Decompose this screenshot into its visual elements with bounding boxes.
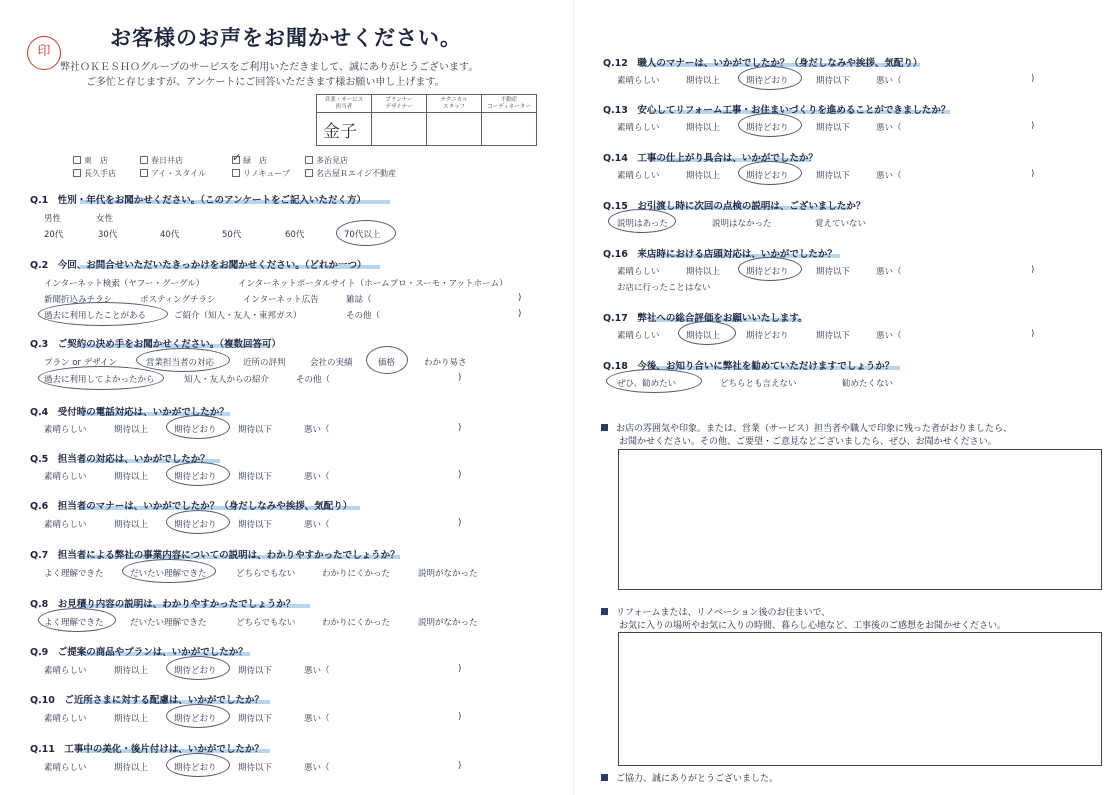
- q1-option-40s[interactable]: 40代: [160, 230, 180, 240]
- square-bullet-icon: [601, 424, 608, 431]
- q12-option-1[interactable]: 素晴らしい: [617, 76, 660, 86]
- staff-value-sales[interactable]: 金子: [317, 113, 372, 146]
- q2-option-posting[interactable]: ポスティングチラシ: [140, 295, 216, 305]
- q2-option-referral[interactable]: ご紹介（知人・友人・東邦ガス）: [174, 311, 302, 321]
- question-5: Q.5 担当者の対応は、いかがでしたか？: [30, 454, 210, 465]
- q10-paren-close: ): [458, 712, 462, 722]
- q9-paren-close: ): [458, 664, 462, 674]
- q6-option-4[interactable]: 期待以下: [238, 520, 273, 530]
- selection-circle: [606, 369, 702, 393]
- q18-option-1[interactable]: ぜひ、勧めたい: [617, 379, 677, 389]
- question-4: Q.4 受付時の電話対応は、いかがでしたか？: [30, 407, 229, 418]
- staff-table: [316, 94, 537, 146]
- intro-line-1: 弊社ＯＫＥＳＨＯグループのサービスをご利用いただきまして、誠にありがとうございます。: [60, 62, 479, 73]
- checkbox-icon: [232, 169, 240, 177]
- q3-option-friend[interactable]: 知人・友人からの紹介: [184, 375, 270, 385]
- intro-line-2: ご多忙と存じますが、アンケートにご回答いただきます様お願い申し上げます。: [86, 77, 445, 88]
- comment-1-prompt-line-1: お店の雰囲気や印象。または、営業（サービス）担当者や職人で印象に残った者がおりましたら、: [601, 421, 1012, 434]
- q14-option-1[interactable]: 素晴らしい: [617, 171, 660, 181]
- q9-option-3[interactable]: 期待どおり: [174, 666, 217, 676]
- q6-paren-close: ): [458, 518, 462, 528]
- q2-option-other[interactable]: その他（: [346, 311, 381, 321]
- q18-option-2[interactable]: どちらとも言えない: [720, 379, 797, 389]
- q16-option-3[interactable]: 期待どおり: [746, 267, 789, 277]
- staff-header-realestate: 不動産 コーディネーター: [482, 95, 537, 113]
- q2-option-web-ad[interactable]: インターネット広告: [243, 295, 319, 305]
- q2-paren-close-2: ): [518, 309, 522, 319]
- q14-option-5[interactable]: 悪い（: [876, 171, 902, 181]
- q12-option-3[interactable]: 期待どおり: [746, 76, 789, 86]
- q4-option-4[interactable]: 期待以下: [238, 425, 273, 435]
- question-14: Q.14 工事の仕上がり具合は、いかがでしたか？: [603, 153, 818, 164]
- question-6: Q.6 担当者のマナーは、いかがでしたか？（身だしなみや挨拶、気配り）: [30, 501, 353, 512]
- q1-option-50s[interactable]: 50代: [222, 230, 242, 240]
- q7-option-3[interactable]: どちらでもない: [236, 569, 296, 579]
- q3-option-price[interactable]: 価格: [378, 358, 396, 368]
- question-1: Q.1 性別・年代をお聞かせください。（このアンケートをご記入いただく方）: [30, 195, 366, 206]
- selection-circle: [166, 704, 230, 728]
- selection-circle: [678, 321, 736, 345]
- selection-circle: [136, 348, 230, 372]
- question-2: Q.2 今回、お問合せいただいたきっかけをお聞かせください。（どれか一つ）: [30, 260, 367, 271]
- q16-option-2[interactable]: 期待以上: [686, 267, 721, 277]
- q4-option-3[interactable]: 期待どおり: [174, 425, 217, 435]
- q1-option-20s[interactable]: 20代: [44, 230, 64, 240]
- q8-option-4[interactable]: わかりにくかった: [322, 618, 391, 628]
- q2-option-search[interactable]: インターネット検索（ヤフー・グーグル）: [44, 279, 205, 289]
- q17-option-2[interactable]: 期待以上: [686, 331, 721, 341]
- q13-option-2[interactable]: 期待以上: [686, 123, 721, 133]
- q5-paren-close: ): [458, 470, 462, 480]
- question-12: Q.12 職人のマナーは、いかがでしたか？（身だしなみや挨拶、気配り）: [603, 58, 923, 69]
- square-bullet-icon: [601, 608, 608, 615]
- q13-option-3[interactable]: 期待どおり: [746, 123, 789, 133]
- staff-header-planner: プランナー デザイナー: [372, 95, 427, 113]
- q2-option-magazine[interactable]: 雑誌（: [346, 295, 372, 305]
- q14-option-4[interactable]: 期待以下: [816, 171, 851, 181]
- checkbox-icon: [305, 169, 313, 177]
- q3-option-plan[interactable]: プラン or デザイン: [44, 358, 118, 368]
- q6-option-2[interactable]: 期待以上: [114, 520, 149, 530]
- q10-option-4[interactable]: 期待以下: [238, 714, 273, 724]
- q17-option-4[interactable]: 期待以下: [816, 331, 851, 341]
- q16-option-4[interactable]: 期待以下: [816, 267, 851, 277]
- q11-option-5[interactable]: 悪い（: [304, 763, 330, 773]
- selection-circle: [38, 608, 116, 632]
- question-3: Q.3 ご契約の決め手をお聞かせください。（複数回答可）: [30, 339, 282, 350]
- q12-option-5[interactable]: 悪い（: [876, 76, 902, 86]
- q8-option-5[interactable]: 説明がなかった: [418, 618, 478, 628]
- q8-option-3[interactable]: どちらでもない: [236, 618, 296, 628]
- q9-option-2[interactable]: 期待以上: [114, 666, 149, 676]
- selection-circle: [608, 209, 676, 233]
- staff-value-technical[interactable]: [427, 113, 482, 146]
- store-checkbox-renocube[interactable]: リノキューブ: [232, 168, 290, 179]
- q12-option-2[interactable]: 期待以上: [686, 76, 721, 86]
- q15-option-3[interactable]: 覚えていない: [815, 219, 867, 229]
- staff-header-technical: テクニカル スタッフ: [427, 95, 482, 113]
- q17-paren-close: ): [1031, 329, 1035, 339]
- q8-option-1[interactable]: よく理解できた: [44, 618, 104, 628]
- q4-paren-close: ): [458, 423, 462, 433]
- question-16: Q.16 来店時における店頭対応は、いかがでしたか？: [603, 249, 837, 260]
- q16-paren-close: ): [1031, 265, 1035, 275]
- checkbox-icon: [305, 156, 313, 164]
- selection-circle: [366, 346, 408, 374]
- checkbox-icon: [140, 169, 148, 177]
- selection-circle: [166, 753, 230, 777]
- q1-option-70s-plus[interactable]: 70代以上: [344, 230, 381, 240]
- store-checkbox-midori[interactable]: ✓ 緑 店: [232, 151, 267, 165]
- seal-stamp-char: 印: [37, 44, 51, 59]
- q8-option-2[interactable]: だいたい理解できた: [130, 618, 207, 628]
- q16-option-never[interactable]: お店に行ったことはない: [617, 283, 711, 293]
- q13-option-5[interactable]: 悪い（: [876, 123, 902, 133]
- question-17: Q.17 弊社への総合評価をお願いいたします。: [603, 313, 808, 324]
- q16-option-1[interactable]: 素晴らしい: [617, 267, 660, 277]
- q6-option-1[interactable]: 素晴らしい: [44, 520, 87, 530]
- comment-2-prompt-line-2: お気に入りの場所やお気に入りの時間、暮らし心地など、工事後のご感想をお聞かせください。: [619, 621, 1007, 631]
- q1-option-60s[interactable]: 60代: [285, 230, 305, 240]
- q2-option-past-use[interactable]: 過去に利用したことがある: [44, 311, 147, 321]
- q12-paren-close: ): [1031, 74, 1035, 84]
- page-divider: [573, 0, 574, 795]
- selection-circle: [166, 510, 230, 534]
- q4-option-2[interactable]: 期待以上: [114, 425, 149, 435]
- q10-option-2[interactable]: 期待以上: [114, 714, 149, 724]
- selection-circle: [166, 462, 230, 486]
- store-checkbox-nagoya-rage[interactable]: 名古屋Ｒエイジ不動産: [305, 168, 396, 179]
- selection-circle: [336, 220, 396, 246]
- q3-option-reputation[interactable]: 近所の評判: [243, 358, 286, 368]
- q5-option-3[interactable]: 期待どおり: [174, 472, 217, 482]
- q9-option-4[interactable]: 期待以下: [238, 666, 273, 676]
- question-15: Q.15 お引渡し時に次回の点検の説明は、ございましたか？: [603, 201, 866, 212]
- question-13: Q.13 安心してリフォーム工事・お住まいづくりを進めることができましたか？: [603, 105, 951, 116]
- question-8: Q.8 お見積り内容の説明は、わかりやすかったでしょうか？: [30, 599, 296, 610]
- q10-option-5[interactable]: 悪い（: [304, 714, 330, 724]
- q11-option-4[interactable]: 期待以下: [238, 763, 273, 773]
- q11-option-3[interactable]: 期待どおり: [174, 763, 217, 773]
- q17-option-3[interactable]: 期待どおり: [746, 331, 789, 341]
- q14-option-2[interactable]: 期待以上: [686, 171, 721, 181]
- q4-option-5[interactable]: 悪い（: [304, 425, 330, 435]
- q3-option-past-good[interactable]: 過去に利用してよかったから: [44, 375, 155, 385]
- q17-option-1[interactable]: 素晴らしい: [617, 331, 660, 341]
- q11-option-1[interactable]: 素晴らしい: [44, 763, 87, 773]
- q14-paren-close: ): [1031, 169, 1035, 179]
- page-title: お客様のお声をお聞かせください。: [110, 26, 462, 50]
- selection-circle: [738, 161, 802, 185]
- question-18: Q.18 今後、お知り合いに弊社を勧めていただけますでしょうか？: [603, 361, 895, 372]
- q3-option-sales-rep[interactable]: 営業担当者の対応: [146, 358, 215, 368]
- checkbox-icon: ✓: [232, 151, 242, 164]
- q4-option-1[interactable]: 素晴らしい: [44, 425, 87, 435]
- q18-option-3[interactable]: 勧めたくない: [842, 379, 894, 389]
- q3-option-other[interactable]: その他（: [296, 375, 331, 385]
- q7-option-2[interactable]: だいたい理解できた: [130, 569, 207, 579]
- q9-option-5[interactable]: 悪い（: [304, 666, 330, 676]
- q6-option-5[interactable]: 悪い（: [304, 520, 330, 530]
- store-checkbox-tajimi[interactable]: 多治見店: [305, 155, 348, 166]
- q3-paren-close: ): [458, 373, 462, 383]
- checkbox-icon: [140, 156, 148, 164]
- q14-option-3[interactable]: 期待どおり: [746, 171, 789, 181]
- q13-paren-close: ): [1031, 121, 1035, 131]
- q5-option-2[interactable]: 期待以上: [114, 472, 149, 482]
- thanks-message: ご協力、誠にありがとうございました。: [601, 771, 778, 784]
- q13-option-4[interactable]: 期待以下: [816, 123, 851, 133]
- question-10: Q.10 ご近所さまに対する配慮は、いかがでしたか？: [30, 695, 264, 706]
- staff-value-planner[interactable]: [372, 113, 427, 146]
- store-checkbox-istyle[interactable]: アイ・スタイル: [140, 168, 206, 179]
- comment-1-textarea[interactable]: [618, 449, 1102, 590]
- question-9: Q.9 ご提案の商品やプランは、いかがでしたか？: [30, 647, 248, 658]
- q7-option-1[interactable]: よく理解できた: [44, 569, 104, 579]
- staff-header-sales: 営業・サービス 担当者: [317, 95, 372, 113]
- q5-option-4[interactable]: 期待以下: [238, 472, 273, 482]
- q10-option-1[interactable]: 素晴らしい: [44, 714, 87, 724]
- comment-2-prompt-line-1: リフォームまたは、リノベーション後のお住まいで、: [601, 605, 830, 618]
- q7-option-4[interactable]: わかりにくかった: [322, 569, 391, 579]
- q10-option-3[interactable]: 期待どおり: [174, 714, 217, 724]
- q2-paren-close: ): [518, 293, 522, 303]
- q3-option-clarity[interactable]: わかり易さ: [424, 358, 467, 368]
- store-checkbox-kasugai[interactable]: 春日井店: [140, 155, 183, 166]
- q1-option-30s[interactable]: 30代: [98, 230, 118, 240]
- q12-option-4[interactable]: 期待以下: [816, 76, 851, 86]
- q3-option-track-record[interactable]: 会社の実績: [310, 358, 353, 368]
- selection-circle: [166, 415, 230, 439]
- q17-option-5[interactable]: 悪い（: [876, 331, 902, 341]
- checkbox-icon: [73, 156, 81, 164]
- q7-option-5[interactable]: 説明がなかった: [418, 569, 478, 579]
- q1-option-female[interactable]: 女性: [96, 214, 114, 224]
- q13-option-1[interactable]: 素晴らしい: [617, 123, 660, 133]
- q6-option-3[interactable]: 期待どおり: [174, 520, 217, 530]
- q1-option-male[interactable]: 男性: [44, 214, 62, 224]
- q5-option-5[interactable]: 悪い（: [304, 472, 330, 482]
- selection-circle: [166, 656, 230, 680]
- q2-option-portal[interactable]: インターネットポータルサイト（ホームプロ・スーモ・アットホーム）: [238, 279, 508, 289]
- staff-value-realestate[interactable]: [482, 113, 537, 146]
- q11-paren-close: ): [458, 761, 462, 771]
- store-checkbox-nagakute[interactable]: 長久手店: [73, 168, 116, 179]
- question-11: Q.11 工事中の美化・後片付けは、いかがでしたか？: [30, 744, 264, 755]
- selection-circle: [122, 559, 216, 583]
- selection-circle: [738, 66, 802, 90]
- selection-circle: [738, 113, 802, 137]
- q16-option-5[interactable]: 悪い（: [876, 267, 902, 277]
- seal-stamp-icon: [27, 36, 61, 70]
- checkbox-icon: [73, 169, 81, 177]
- q9-option-1[interactable]: 素晴らしい: [44, 666, 87, 676]
- q15-option-1[interactable]: 説明はあった: [617, 219, 668, 229]
- q11-option-2[interactable]: 期待以上: [114, 763, 149, 773]
- comment-2-textarea[interactable]: [618, 632, 1102, 766]
- selection-circle: [738, 257, 802, 281]
- comment-1-prompt-line-2: お聞かせください。その他、ご要望・ご意見などございましたら、ぜひ、お聞かせください。: [619, 437, 997, 447]
- q15-option-2[interactable]: 説明はなかった: [712, 219, 772, 229]
- selection-circle: [38, 302, 168, 326]
- store-checkbox-higashi[interactable]: 東 店: [73, 155, 108, 166]
- square-bullet-icon: [601, 774, 608, 781]
- selection-circle: [38, 366, 164, 390]
- question-7: Q.7 担当者による弊社の事業内容についての説明は、わかりやすかったでしょうか？: [30, 550, 400, 561]
- q2-option-flyer[interactable]: 新聞折込みチラシ: [44, 295, 113, 305]
- q5-option-1[interactable]: 素晴らしい: [44, 472, 87, 482]
